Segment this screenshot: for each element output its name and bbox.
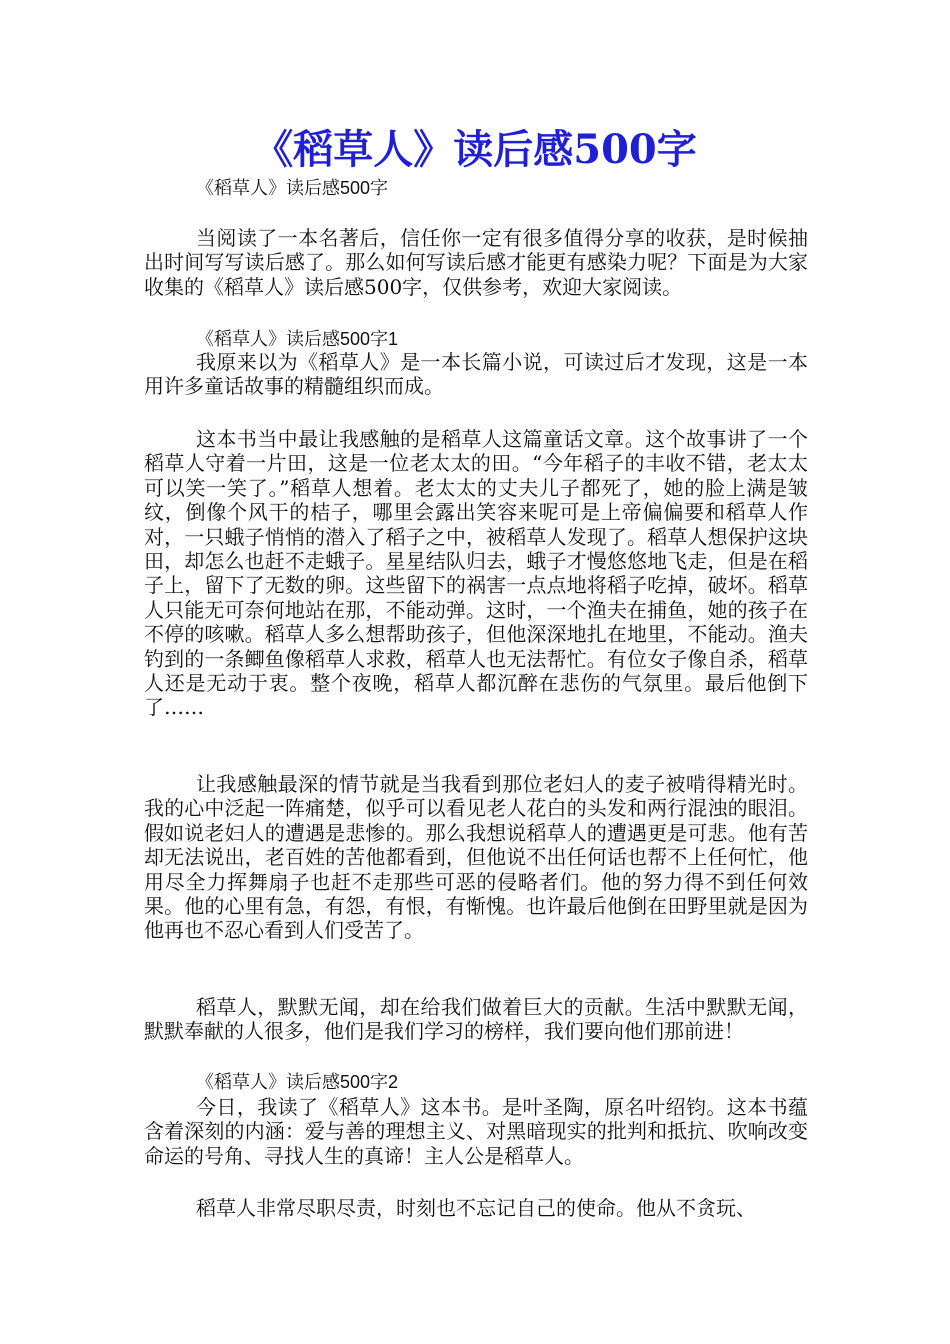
section-1-heading: 《稻草人》读后感500字1 <box>196 329 399 349</box>
section-1-paragraph-2: 这本书当中最让我感触的是稻草人这篇童话文章。这个故事讲了一个稻草人守着一片田，这是一位老太太的田。“今年稻子的丰收不错，老太太可以笑一笑了。”稻草人想着。老太太的丈夫儿子都死了，她的脸上满是皱纹，倒像个风干的桔子，哪里会露出笑容来呢可是上帝偏偏要和稻草人作对，一只蛾子悄悄的潜入了稻子之中，被稻草人发现了。稻草人想保护这块田，却怎么也赶不走蛾子。星星结队归去，蛾子才慢悠悠地飞走，但是在稻子上，留下了无数的卵。这些留下的祸害一点点地将稻子吃掉，破坏。稻草人只能无可奈何地站在那，不能动弹。这时，一个渔夫在捕鱼，她的孩子在不停的咳嗽。稻草人多么想帮助孩子，但他深深地扎在地里，不能动。渔夫钓到的一条鲫鱼像稻草人求救，稻草人也无法帮忙。有位女子像自杀，稻草人还是无动于衷。整个夜晚，稻草人都沉醉在悲伤的气氛里。最后他倒下了…… <box>144 427 808 720</box>
section-2-heading: 《稻草人》读后感500字2 <box>196 1072 399 1092</box>
document-title: 《稻草人》读后感500字 <box>253 126 697 173</box>
section-1-paragraph-4: 稻草人，默默无闻，却在给我们做着巨大的贡献。生活中默默无闻，默默奉献的人很多，他们是我们学习的榜样，我们要向他们那前进！ <box>144 995 808 1044</box>
document-subtitle: 《稻草人》读后感500字 <box>196 178 389 198</box>
section-2-paragraph-2: 稻草人非常尽职尽责，时刻也不忘记自己的使命。他从不贪玩、 <box>196 1196 756 1220</box>
section-1-paragraph-1: 我原来以为《稻草人》是一本长篇小说，可读过后才发现，这是一本用许多童话故事的精髓组织而成。 <box>144 350 808 399</box>
section-1-paragraph-3: 让我感触最深的情节就是当我看到那位老妇人的麦子被啃得精光时。我的心中泛起一阵痛楚，似乎可以看见老人花白的头发和两行混浊的眼泪。假如说老妇人的遭遇是悲惨的。那么我想说稻草人的遭遇更是可悲。他有苦却无法说出，老百姓的苦他都看到，但他说不出任何话也帮不上任何忙，他用尽全力挥舞扇子也赶不走那些可恶的侵略者们。他的努力得不到任何效果。他的心里有急，有怨，有恨，有惭愧。也许最后他倒在田野里就是因为他再也不忍心看到人们受苦了。 <box>144 772 808 943</box>
intro-paragraph: 当阅读了一本名著后，信任你一定有很多值得分享的收获，是时候抽出时间写写读后感了。那么如何写读后感才能更有感染力呢？下面是为大家收集的《稻草人》读后感500字，仅供参考，欢迎大家阅读。 <box>144 226 808 299</box>
section-2-paragraph-1: 今日，我读了《稻草人》这本书。是叶圣陶，原名叶绍钧。这本书蕴含着深刻的内涵：爱与善的理想主义、对黑暗现实的批判和抵抗、吹响改变命运的号角、寻找人生的真谛！主人公是稻草人。 <box>144 1095 808 1168</box>
